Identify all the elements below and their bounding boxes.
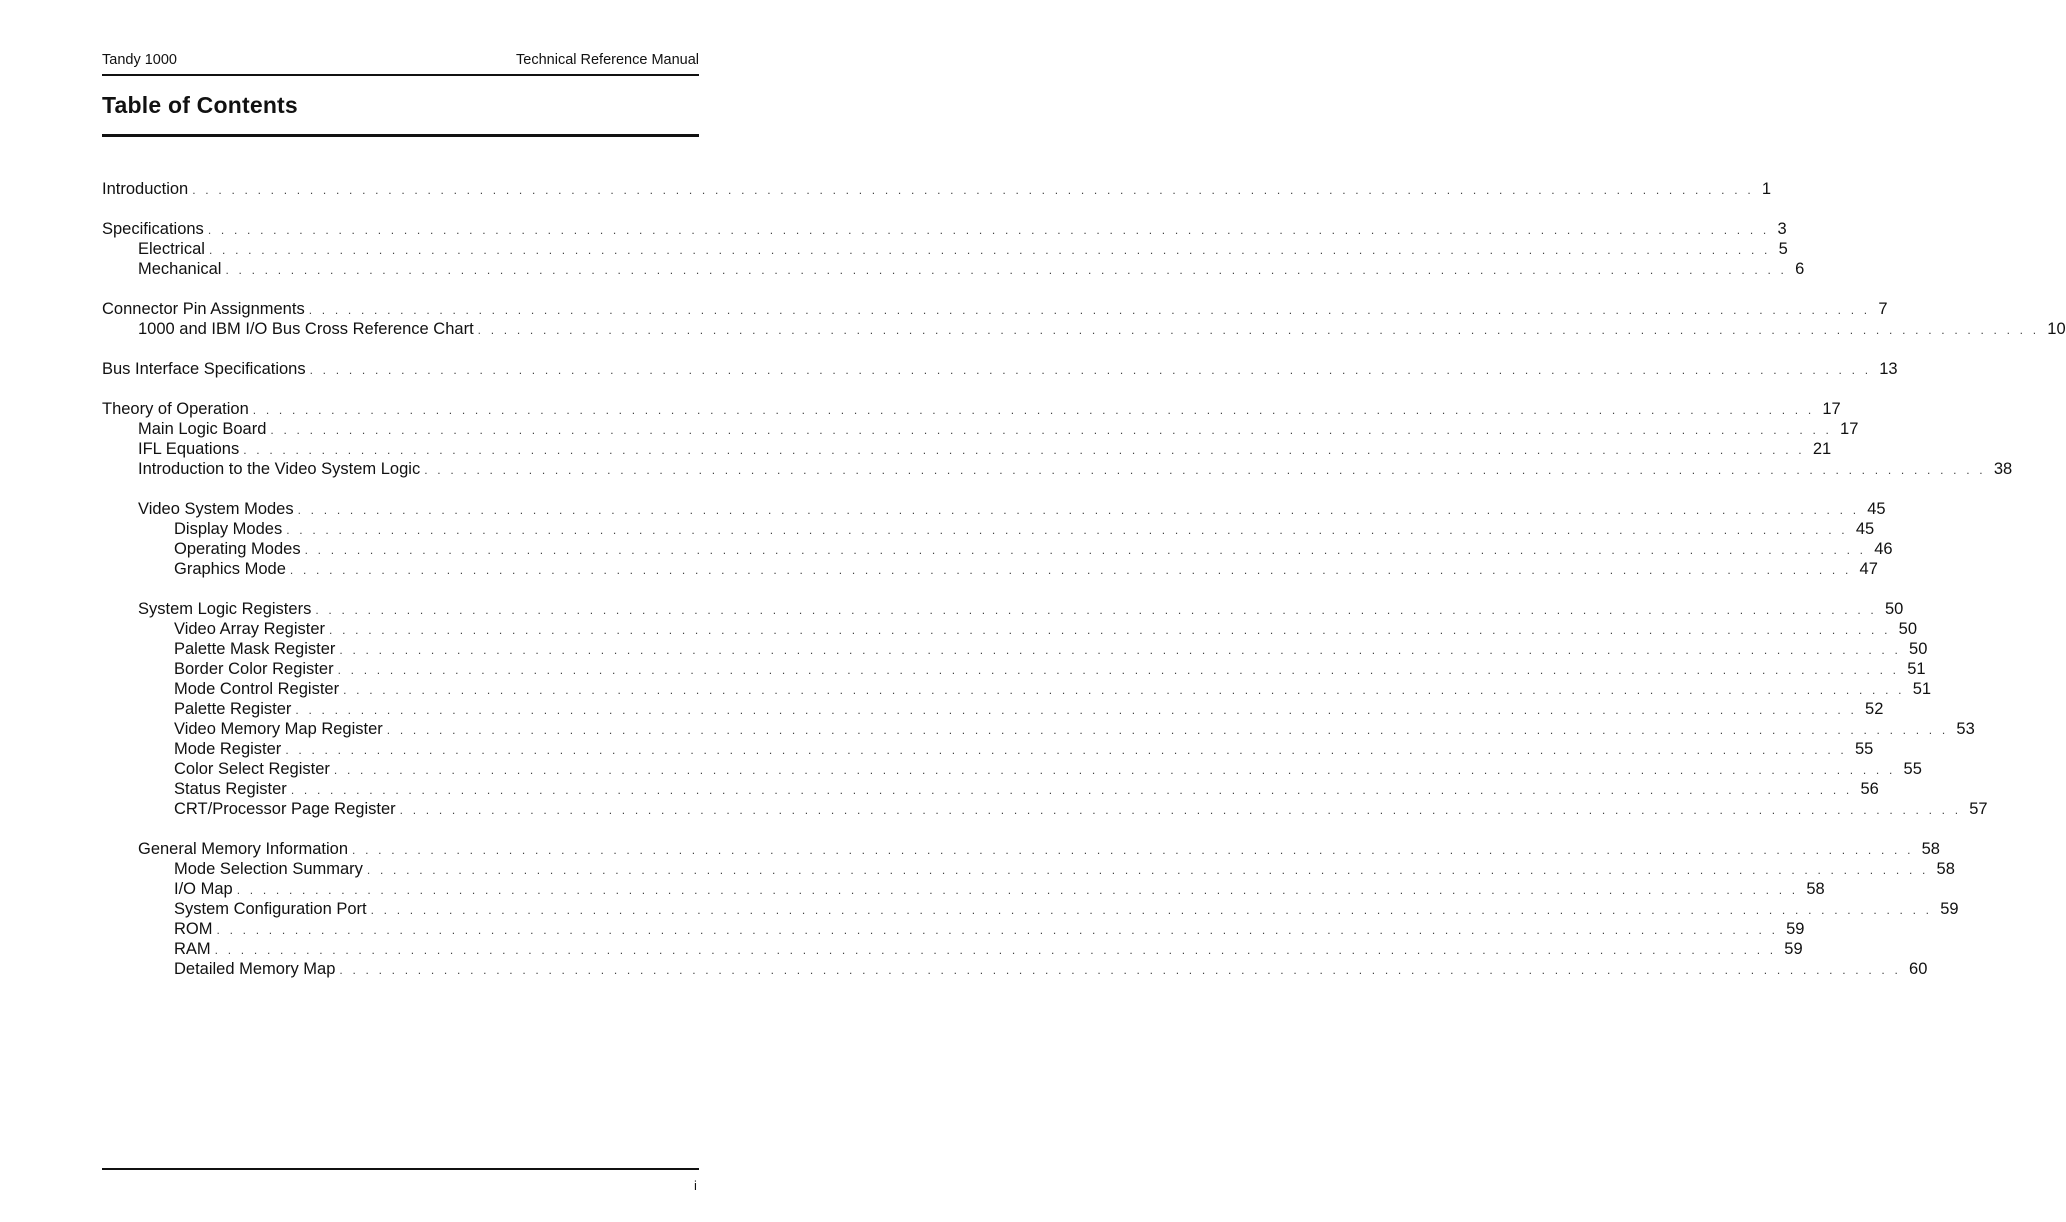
dot-leader: . . . . . . . . . . . . . . . . . . . . . . . . . . . . . . . . . . . . . . . . . . . . . . . . . . . . . . . . . . . . . . . . . . . . . . . . . . . . . . . . . . . . . . . . . . . . . . . . . . . . . . . . . . . . . . . . . . . . . . . . [366, 863, 1929, 877]
toc-entry-page: 55 [1903, 760, 1922, 778]
toc-entry-label: Connector Pin Assignments [102, 300, 305, 318]
dot-leader: . . . . . . . . . . . . . . . . . . . . . . . . . . . . . . . . . . . . . . . . . . . . . . . . . . . . . . . . . . . . . . . . . . . . . . . . . . . . . . . . . . . . . . . . . . . . . . . . . . . . . . . . . . . . . . . . . . . . . . . . [370, 903, 1933, 917]
toc-entry[interactable] [174, 800, 1988, 820]
toc-entry-page: 3 [1777, 220, 1787, 238]
toc-entry-page: 58 [1921, 840, 1940, 858]
toc-entry-page: 45 [1855, 520, 1875, 538]
toc-entry-page: 58 [1806, 880, 1825, 898]
toc-entry-label: System Logic Registers [138, 600, 312, 618]
toc-entry-label: System Configuration Port [174, 900, 367, 918]
toc-entry[interactable] [138, 840, 1940, 860]
toc-entry[interactable] [174, 940, 1803, 960]
toc-entry-label: CRT/Processor Page Register [174, 800, 396, 818]
toc-entry-label: Mechanical [138, 260, 222, 278]
toc-entry-page: 59 [1786, 920, 1805, 938]
toc-entry[interactable] [138, 440, 1832, 460]
toc-entry-label: Color Select Register [174, 760, 330, 778]
toc-entry-page: 13 [1879, 360, 1898, 378]
dot-leader: . . . . . . . . . . . . . . . . . . . . . . . . . . . . . . . . . . . . . . . . . . . . . . . . . . . . . . . . . . . . . . . . . . . . . . . . . . . . . . . . . . . . . . . . . . . . . . . . . . . . . . . . . . . . . . . . . . . . . . . . [286, 523, 1848, 537]
dot-leader: . . . . . . . . . . . . . . . . . . . . . . . . . . . . . . . . . . . . . . . . . . . . . . . . . . . . . . . . . . . . . . . . . . . . . . . . . . . . . . . . . . . . . . . . . . . . . . . . . . . . . . . . . . . . . . . . . . . . . . . . [352, 843, 1914, 857]
toc-entry[interactable] [174, 560, 1878, 580]
toc-entry[interactable] [174, 760, 1922, 780]
dot-leader: . . . . . . . . . . . . . . . . . . . . . . . . . . . . . . . . . . . . . . . . . . . . . . . . . . . . . . . . . . . . . . . . . . . . . . . . . . . . . . . . . . . . . . . . . . . . . . . . . . . . . . . . . . . . . . . . . . . . . . . . [297, 503, 1860, 517]
page-number: i [694, 1178, 697, 1193]
toc-entry-page: 17 [1840, 420, 1859, 438]
toc-entry[interactable] [138, 460, 2013, 480]
toc-entry-page: 10 [2047, 320, 2066, 338]
toc-entry-page: 21 [1812, 440, 1832, 458]
page-title: Table of Contents [102, 92, 298, 118]
toc-entry[interactable] [138, 260, 1805, 280]
dot-leader: . . . . . . . . . . . . . . . . . . . . . . . . . . . . . . . . . . . . . . . . . . . . . . . . . . . . . . . . . . . . . . . . . . . . . . . . . . . . . . . . . . . . . . . . . . . . . . . . . . . . . . . . . . . . . . . . . . . . . . . . [399, 803, 1962, 817]
toc-entry[interactable] [138, 320, 2066, 340]
table-of-contents [102, 0, 2066, 1222]
toc-entry-label: Status Register [174, 780, 287, 798]
dot-leader: . . . . . . . . . . . . . . . . . . . . . . . . . . . . . . . . . . . . . . . . . . . . . . . . . . . . . . . . . . . . . . . . . . . . . . . . . . . . . . . . . . . . . . . . . . . . . . . . . . . . . . . . . . . . . . . . . . . . . . . . [337, 663, 1900, 677]
toc-entry[interactable] [174, 520, 1875, 540]
toc-entry-page: 46 [1874, 540, 1893, 558]
toc-entry-page: 56 [1860, 780, 1879, 798]
toc-entry[interactable] [102, 400, 1841, 420]
toc-entry-label: Video System Modes [138, 500, 294, 518]
toc-entry-page: 57 [1969, 800, 1988, 818]
dot-leader: . . . . . . . . . . . . . . . . . . . . . . . . . . . . . . . . . . . . . . . . . . . . . . . . . . . . . . . . . . . . . . . . . . . . . . . . . . . . . . . . . . . . . . . . . . . . . . . . . . . . . . . . . . . . . . . . . . . . . . . . [270, 423, 1833, 437]
dot-leader: . . . . . . . . . . . . . . . . . . . . . . . . . . . . . . . . . . . . . . . . . . . . . . . . . . . . . . . . . . . . . . . . . . . . . . . . . . . . . . . . . . . . . . . . . . . . . . . . . . . . . . . . . . . . . . . . . . . . . . . . [329, 623, 1891, 637]
toc-entry-page: 5 [1778, 240, 1788, 258]
toc-entry-label: Mode Selection Summary [174, 860, 363, 878]
toc-entry[interactable] [102, 220, 1787, 240]
toc-entry[interactable] [174, 540, 1893, 560]
toc-entry-label: Display Modes [174, 520, 283, 538]
toc-entry-label: Main Logic Board [138, 420, 267, 438]
toc-entry[interactable] [174, 640, 1928, 660]
toc-entry-page: 51 [1907, 660, 1926, 678]
toc-entry-page: 55 [1854, 740, 1874, 758]
dot-leader: . . . . . . . . . . . . . . . . . . . . . . . . . . . . . . . . . . . . . . . . . . . . . . . . . . . . . . . . . . . . . . . . . . . . . . . . . . . . . . . . . . . . . . . . . . . . . . . . . . . . . . . . . . . . . . . . . . . . . . . . [339, 963, 1902, 977]
dot-leader: . . . . . . . . . . . . . . . . . . . . . . . . . . . . . . . . . . . . . . . . . . . . . . . . . . . . . . . . . . . . . . . . . . . . . . . . . . . . . . . . . . . . . . . . . . . . . . . . . . . . . . . . . . . . . . . . . . . . . . . . [236, 883, 1799, 897]
header-manual-title: Technical Reference Manual [516, 52, 699, 68]
toc-entry-label: Border Color Register [174, 660, 334, 678]
toc-entry[interactable] [138, 240, 1788, 260]
dot-leader: . . . . . . . . . . . . . . . . . . . . . . . . . . . . . . . . . . . . . . . . . . . . . . . . . . . . . . . . . . . . . . . . . . . . . . . . . . . . . . . . . . . . . . . . . . . . . . . . . . . . . . . . . . . . . . . . . . . . . . . . [424, 463, 1986, 477]
toc-entry-page: 50 [1898, 620, 1918, 638]
toc-entry-label: Bus Interface Specifications [102, 360, 306, 378]
toc-entry-label: Palette Mask Register [174, 640, 336, 658]
toc-entry[interactable] [102, 300, 1888, 320]
toc-entry[interactable] [174, 880, 1825, 900]
toc-entry-page: 47 [1859, 560, 1878, 578]
dot-leader: . . . . . . . . . . . . . . . . . . . . . . . . . . . . . . . . . . . . . . . . . . . . . . . . . . . . . . . . . . . . . . . . . . . . . . . . . . . . . . . . . . . . . . . . . . . . . . . . . . . . . . . . . . . . . . . . . . . . . . . . [304, 543, 1867, 557]
dot-leader: . . . . . . . . . . . . . . . . . . . . . . . . . . . . . . . . . . . . . . . . . . . . . . . . . . . . . . . . . . . . . . . . . . . . . . . . . . . . . . . . . . . . . . . . . . . . . . . . . . . . . . . . . . . . . . . . . . . . . . . . [252, 403, 1815, 417]
toc-entry-page: 1 [1761, 180, 1772, 198]
toc-entry-label: Introduction to the Video System Logic [138, 460, 421, 478]
toc-entry-label: Electrical [138, 240, 205, 258]
toc-entry-label: Video Array Register [174, 620, 326, 638]
toc-entry[interactable] [174, 700, 1884, 720]
toc-entry-label: Introduction [102, 180, 189, 198]
toc-entry-label: Graphics Mode [174, 560, 286, 578]
toc-entry-page: 52 [1865, 700, 1884, 718]
dot-leader: . . . . . . . . . . . . . . . . . . . . . . . . . . . . . . . . . . . . . . . . . . . . . . . . . . . . . . . . . . . . . . . . . . . . . . . . . . . . . . . . . . . . . . . . . . . . . . . . . . . . . . . . . . . . . . . . . . . . . . . . [315, 603, 1877, 617]
toc-entry-page: 53 [1956, 720, 1975, 738]
dot-leader: . . . . . . . . . . . . . . . . . . . . . . . . . . . . . . . . . . . . . . . . . . . . . . . . . . . . . . . . . . . . . . . . . . . . . . . . . . . . . . . . . . . . . . . . . . . . . . . . . . . . . . . . . . . . . . . . . . . . . . . . [477, 323, 2040, 337]
dot-leader: . . . . . . . . . . . . . . . . . . . . . . . . . . . . . . . . . . . . . . . . . . . . . . . . . . . . . . . . . . . . . . . . . . . . . . . . . . . . . . . . . . . . . . . . . . . . . . . . . . . . . . . . . . . . . . . . . . . . . . . . [333, 763, 1896, 777]
toc-entry-label: Operating Modes [174, 540, 301, 558]
toc-entry[interactable] [174, 620, 1918, 640]
dot-leader: . . . . . . . . . . . . . . . . . . . . . . . . . . . . . . . . . . . . . . . . . . . . . . . . . . . . . . . . . . . . . . . . . . . . . . . . . . . . . . . . . . . . . . . . . . . . . . . . . . . . . . . . . . . . . . . . . . . . . . . . [214, 943, 1777, 957]
dot-leader: . . . . . . . . . . . . . . . . . . . . . . . . . . . . . . . . . . . . . . . . . . . . . . . . . . . . . . . . . . . . . . . . . . . . . . . . . . . . . . . . . . . . . . . . . . . . . . . . . . . . . . . . . . . . . . . . . . . . . . . . [225, 263, 1788, 277]
toc-entry-page: 7 [1878, 300, 1888, 318]
dot-leader: . . . . . . . . . . . . . . . . . . . . . . . . . . . . . . . . . . . . . . . . . . . . . . . . . . . . . . . . . . . . . . . . . . . . . . . . . . . . . . . . . . . . . . . . . . . . . . . . . . . . . . . . . . . . . . . . . . . . . . . . [207, 223, 1770, 237]
toc-entry-label: IFL Equations [138, 440, 240, 458]
toc-entry[interactable] [174, 780, 1879, 800]
toc-entry-label: Palette Register [174, 700, 292, 718]
toc-entry[interactable] [102, 180, 1772, 200]
dot-leader: . . . . . . . . . . . . . . . . . . . . . . . . . . . . . . . . . . . . . . . . . . . . . . . . . . . . . . . . . . . . . . . . . . . . . . . . . . . . . . . . . . . . . . . . . . . . . . . . . . . . . . . . . . . . . . . . . . . . . . . . [192, 183, 1754, 197]
dot-leader: . . . . . . . . . . . . . . . . . . . . . . . . . . . . . . . . . . . . . . . . . . . . . . . . . . . . . . . . . . . . . . . . . . . . . . . . . . . . . . . . . . . . . . . . . . . . . . . . . . . . . . . . . . . . . . . . . . . . . . . . [339, 643, 1902, 657]
toc-entry-page: 50 [1909, 640, 1928, 658]
dot-leader: . . . . . . . . . . . . . . . . . . . . . . . . . . . . . . . . . . . . . . . . . . . . . . . . . . . . . . . . . . . . . . . . . . . . . . . . . . . . . . . . . . . . . . . . . . . . . . . . . . . . . . . . . . . . . . . . . . . . . . . . [343, 683, 1905, 697]
toc-entry-label: Mode Control Register [174, 680, 340, 698]
toc-entry-page: 17 [1822, 400, 1841, 418]
toc-entry-label: RAM [174, 940, 211, 958]
footer-rule [102, 1168, 699, 1170]
toc-entry-label: Mode Register [174, 740, 282, 758]
dot-leader: . . . . . . . . . . . . . . . . . . . . . . . . . . . . . . . . . . . . . . . . . . . . . . . . . . . . . . . . . . . . . . . . . . . . . . . . . . . . . . . . . . . . . . . . . . . . . . . . . . . . . . . . . . . . . . . . . . . . . . . . [243, 443, 1805, 457]
toc-entry-page: 59 [1940, 900, 1959, 918]
dot-leader: . . . . . . . . . . . . . . . . . . . . . . . . . . . . . . . . . . . . . . . . . . . . . . . . . . . . . . . . . . . . . . . . . . . . . . . . . . . . . . . . . . . . . . . . . . . . . . . . . . . . . . . . . . . . . . . . . . . . . . . . [285, 743, 1847, 757]
toc-entry-label: Video Memory Map Register [174, 720, 383, 738]
toc-entry[interactable] [174, 660, 1926, 680]
toc-entry-page: 58 [1936, 860, 1955, 878]
toc-entry-page: 59 [1784, 940, 1803, 958]
toc-entry-label: Theory of Operation [102, 400, 249, 418]
dot-leader: . . . . . . . . . . . . . . . . . . . . . . . . . . . . . . . . . . . . . . . . . . . . . . . . . . . . . . . . . . . . . . . . . . . . . . . . . . . . . . . . . . . . . . . . . . . . . . . . . . . . . . . . . . . . . . . . . . . . . . . . [308, 303, 1871, 317]
toc-entry[interactable] [102, 360, 1898, 380]
toc-entry-label: I/O Map [174, 880, 233, 898]
toc-entry-label: 1000 and IBM I/O Bus Cross Reference Chart [138, 320, 474, 338]
toc-entry[interactable] [138, 420, 1859, 440]
toc-entry-page: 6 [1795, 260, 1805, 278]
dot-leader: . . . . . . . . . . . . . . . . . . . . . . . . . . . . . . . . . . . . . . . . . . . . . . . . . . . . . . . . . . . . . . . . . . . . . . . . . . . . . . . . . . . . . . . . . . . . . . . . . . . . . . . . . . . . . . . . . . . . . . . . [386, 723, 1949, 737]
toc-entry[interactable] [138, 600, 1904, 620]
toc-entry-page: 60 [1909, 960, 1928, 978]
dot-leader: . . . . . . . . . . . . . . . . . . . . . . . . . . . . . . . . . . . . . . . . . . . . . . . . . . . . . . . . . . . . . . . . . . . . . . . . . . . . . . . . . . . . . . . . . . . . . . . . . . . . . . . . . . . . . . . . . . . . . . . . [309, 363, 1872, 377]
toc-entry[interactable] [174, 920, 1805, 940]
toc-entry[interactable] [174, 900, 1959, 920]
toc-entry-label: Detailed Memory Map [174, 960, 336, 978]
dot-leader: . . . . . . . . . . . . . . . . . . . . . . . . . . . . . . . . . . . . . . . . . . . . . . . . . . . . . . . . . . . . . . . . . . . . . . . . . . . . . . . . . . . . . . . . . . . . . . . . . . . . . . . . . . . . . . . . . . . . . . . . [290, 783, 1853, 797]
dot-leader: . . . . . . . . . . . . . . . . . . . . . . . . . . . . . . . . . . . . . . . . . . . . . . . . . . . . . . . . . . . . . . . . . . . . . . . . . . . . . . . . . . . . . . . . . . . . . . . . . . . . . . . . . . . . . . . . . . . . . . . . [216, 923, 1779, 937]
toc-entry-label: Specifications [102, 220, 204, 238]
dot-leader: . . . . . . . . . . . . . . . . . . . . . . . . . . . . . . . . . . . . . . . . . . . . . . . . . . . . . . . . . . . . . . . . . . . . . . . . . . . . . . . . . . . . . . . . . . . . . . . . . . . . . . . . . . . . . . . . . . . . . . . . [295, 703, 1858, 717]
toc-entry[interactable] [174, 720, 1975, 740]
header-product: Tandy 1000 [102, 52, 177, 68]
toc-entry-label: ROM [174, 920, 213, 938]
toc-entry[interactable] [174, 860, 1955, 880]
toc-entry[interactable] [138, 500, 1886, 520]
toc-entry[interactable] [174, 680, 1932, 700]
dot-leader: . . . . . . . . . . . . . . . . . . . . . . . . . . . . . . . . . . . . . . . . . . . . . . . . . . . . . . . . . . . . . . . . . . . . . . . . . . . . . . . . . . . . . . . . . . . . . . . . . . . . . . . . . . . . . . . . . . . . . . . . [289, 563, 1852, 577]
dot-leader: . . . . . . . . . . . . . . . . . . . . . . . . . . . . . . . . . . . . . . . . . . . . . . . . . . . . . . . . . . . . . . . . . . . . . . . . . . . . . . . . . . . . . . . . . . . . . . . . . . . . . . . . . . . . . . . . . . . . . . . . [208, 243, 1771, 257]
toc-entry-page: 45 [1867, 500, 1886, 518]
toc-entry-label: General Memory Information [138, 840, 348, 858]
toc-entry[interactable] [174, 740, 1874, 760]
toc-entry[interactable] [174, 960, 1928, 980]
toc-entry-page: 38 [1993, 460, 2013, 478]
toc-entry-page: 50 [1884, 600, 1904, 618]
toc-entry-page: 51 [1912, 680, 1932, 698]
